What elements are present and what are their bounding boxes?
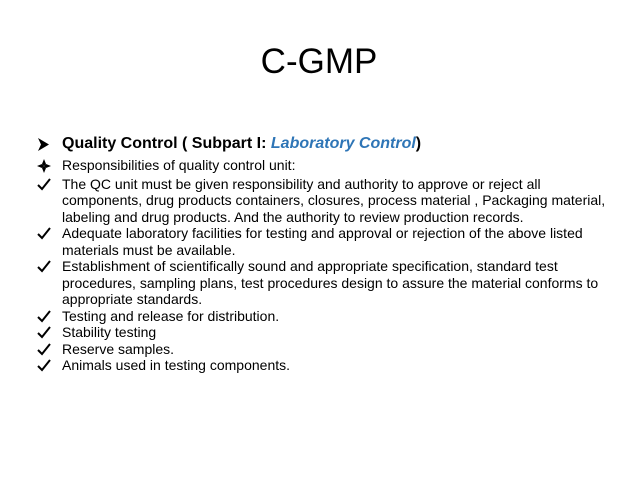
list-item-text: Testing and release for distribution. — [62, 307, 280, 324]
subheading-text: Responsibilities of quality control unit: — [62, 157, 296, 173]
list-item-text: The QC unit must be given responsibility and authority to approve or reject all components, drug products containers, closures, process material , Packaging material, labeling and drug products. And the authority to review production records. — [62, 175, 606, 225]
list-item-text: Establishment of scientifically sound and appropriate specification, standard test procedures, sampling plans, test procedures design to assure the material conforms to appropriate standards. — [62, 258, 599, 307]
subheading — [37, 157, 607, 174]
list-item — [37, 258, 607, 308]
slide-title: C-GMP — [260, 42, 378, 81]
list-item — [37, 176, 607, 226]
list-item-text: Reserve samples. — [62, 340, 175, 357]
list-item — [37, 308, 607, 325]
checkmark-icon — [37, 225, 59, 240]
list-item — [37, 341, 607, 358]
arrow-bullet-icon — [37, 134, 59, 151]
section-heading-prefix: Quality Control ( Subpart I: — [62, 135, 271, 152]
list-item-text: Stability testing — [62, 324, 157, 340]
section-heading-highlight: Laboratory Control — [270, 135, 416, 152]
list-item — [37, 357, 607, 374]
section-heading — [37, 134, 607, 154]
checklist — [37, 176, 607, 374]
diamond-bullet-icon — [37, 157, 59, 173]
list-item-text: Animals used in testing components. — [62, 357, 291, 373]
list-item — [37, 324, 607, 341]
checkmark-icon — [37, 341, 59, 356]
checkmark-icon — [37, 176, 59, 191]
section-heading-suffix: ) — [415, 135, 422, 152]
list-item — [37, 225, 607, 258]
checkmark-icon — [37, 258, 59, 273]
list-item-text: Adequate laboratory facilities for testing and approval or rejection of the above listed materials must be available. — [62, 225, 583, 258]
checkmark-icon — [37, 324, 59, 339]
slide-content — [37, 134, 607, 374]
checkmark-icon — [37, 308, 59, 323]
checkmark-icon — [37, 357, 59, 372]
